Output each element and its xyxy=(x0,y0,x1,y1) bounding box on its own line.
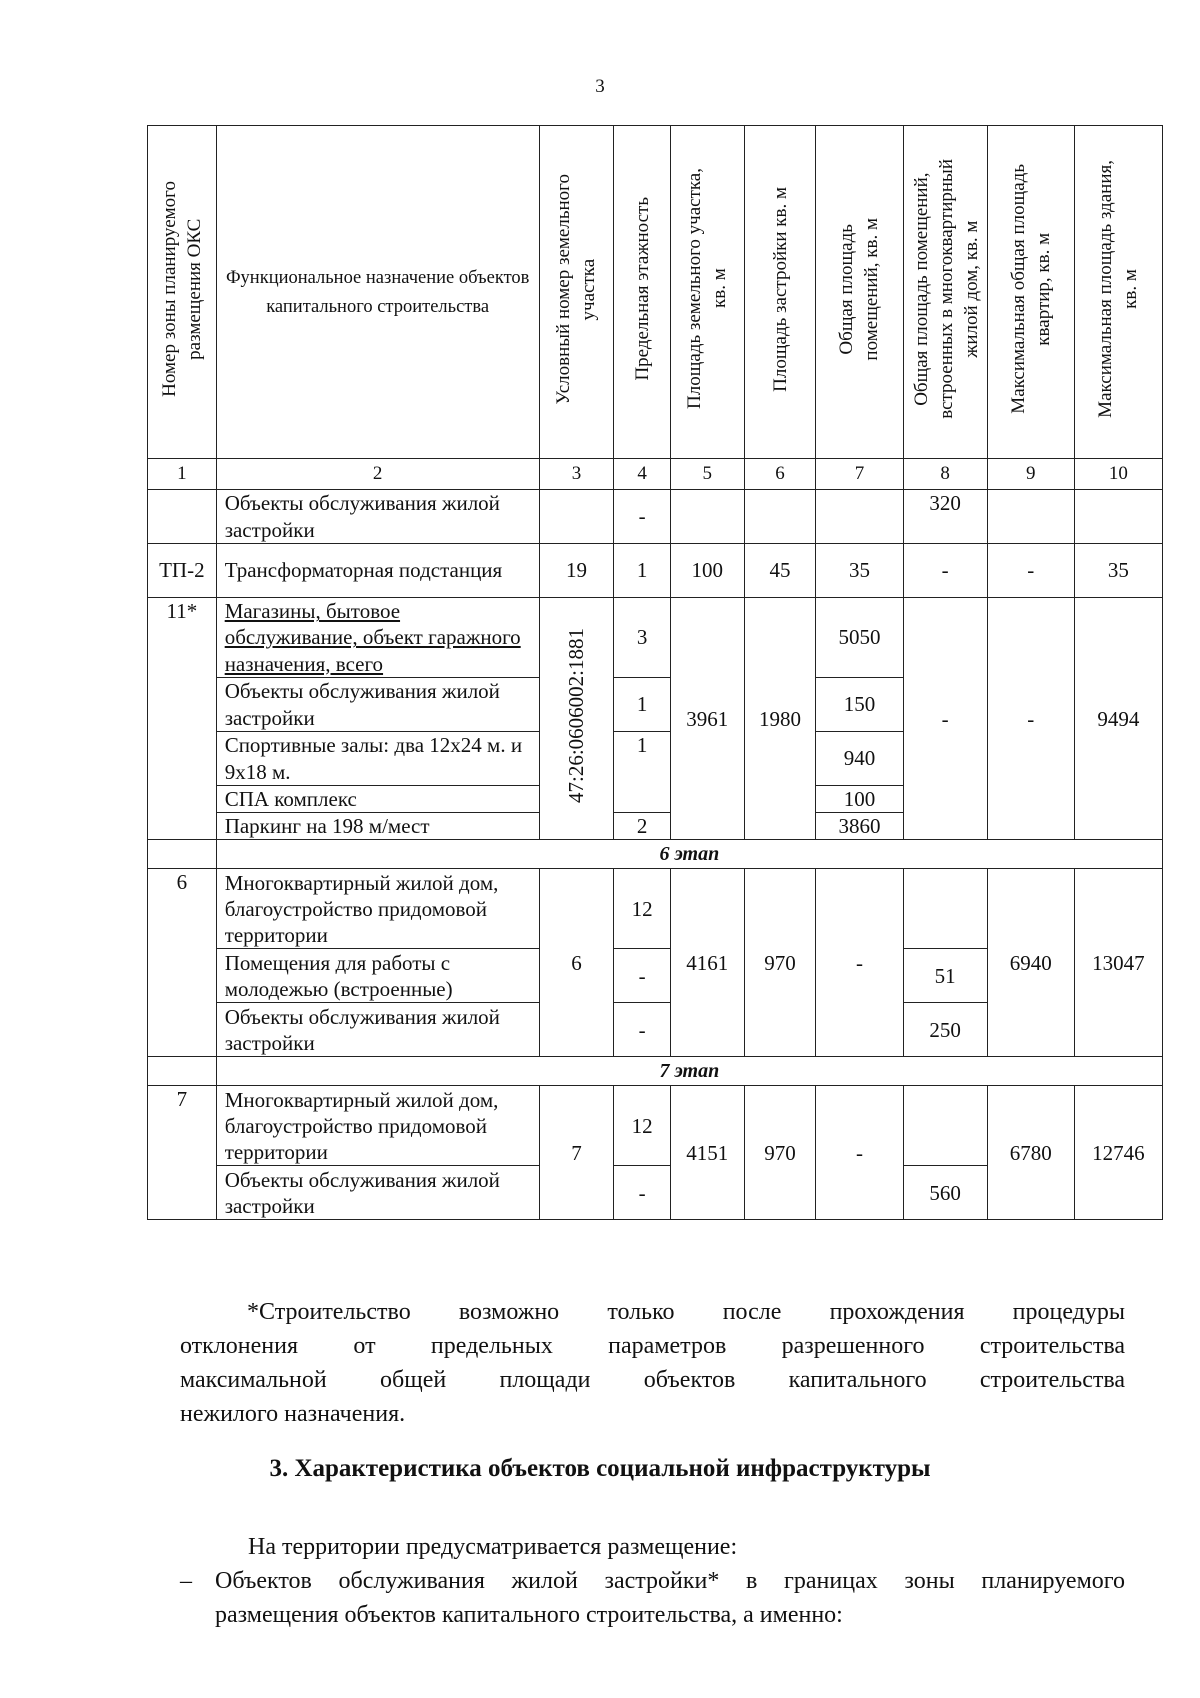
cell-builtin: - xyxy=(903,544,987,598)
cell-building: 9494 xyxy=(1074,598,1162,840)
cell-purpose: Трансформаторная подстанция xyxy=(216,544,539,598)
column-number: 3 xyxy=(539,459,614,490)
cell-land: 100 xyxy=(670,544,744,598)
cell-total: 940 xyxy=(816,732,903,786)
table-row xyxy=(148,869,1163,949)
parameters-table xyxy=(147,125,1163,1220)
cell-land: 3961 xyxy=(670,598,744,840)
header-cell xyxy=(744,126,816,459)
header-cell xyxy=(148,126,217,459)
parcel-cadastral-number: 47:26:0606002:1881 xyxy=(563,628,588,804)
cell-purpose: Объекты обслуживания жилой застройки xyxy=(216,1166,539,1220)
cell-purpose: Многоквартирный жилой дом, благоустройство придомовой территории xyxy=(216,869,539,949)
cell-floors: 2 xyxy=(614,813,670,840)
column-number: 7 xyxy=(816,459,903,490)
bullet-item xyxy=(215,1564,1125,1632)
stage-6-label: 6 этап xyxy=(216,840,1162,869)
header-cell xyxy=(987,126,1074,459)
bullet-line: размещения объектов капитального строительства, а именно: xyxy=(215,1602,843,1628)
footnote-line: нежилого назначения. xyxy=(180,1401,406,1427)
stage-row xyxy=(148,1057,1163,1086)
header-cell xyxy=(1074,126,1162,459)
cell-parcel: 6 xyxy=(539,869,614,1057)
cell-building xyxy=(1074,490,1162,544)
column-number-row xyxy=(148,459,1163,490)
cell-land xyxy=(670,490,744,544)
cell-total: 35 xyxy=(816,544,903,598)
cell-purpose: Объекты обслуживания жилой застройки xyxy=(216,1003,539,1057)
header-cell xyxy=(216,126,539,459)
table-row xyxy=(148,490,1163,544)
cell-zone: 11* xyxy=(148,598,217,840)
cell-total: 5050 xyxy=(816,598,903,678)
cell-built: 1980 xyxy=(744,598,816,840)
cell-total: 100 xyxy=(816,786,903,813)
purpose-underlined: Магазины, бытовое обслуживание, объект гаражного назначения, всего xyxy=(224,599,521,676)
cell-parcel xyxy=(539,598,614,840)
cell-purpose: Объекты обслуживания жилой застройки xyxy=(216,490,539,544)
cell-floors: 12 xyxy=(614,869,670,949)
section-heading: 3. Характеристика объектов социальной инфраструктуры xyxy=(269,1455,931,1482)
cell-floors: 1 xyxy=(614,678,670,732)
cell-built: 970 xyxy=(744,1086,816,1220)
cell-flats: - xyxy=(987,598,1074,840)
footnote-line: отклонения от предельных параметров разрешенного строительства xyxy=(180,1333,1125,1359)
cell-zone xyxy=(148,1057,217,1086)
cell-flats: 6780 xyxy=(987,1086,1074,1220)
cell-floors: 1 xyxy=(614,732,670,813)
cell-purpose xyxy=(216,598,539,678)
cell-flats: - xyxy=(987,544,1074,598)
header-zone-number: Номер зоны планируемого размещения ОКС xyxy=(158,181,205,397)
cell-purpose: Паркинг на 198 м/мест xyxy=(216,813,539,840)
table-row xyxy=(148,1086,1163,1166)
header-floors: Предельная этажность xyxy=(631,197,653,381)
header-cell xyxy=(614,126,670,459)
cell-builtin: 560 xyxy=(903,1166,987,1220)
cell-builtin xyxy=(903,1086,987,1166)
cell-builtin: 250 xyxy=(903,1003,987,1057)
column-number: 10 xyxy=(1074,459,1162,490)
cell-purpose: СПА комплекс xyxy=(216,786,539,813)
bullet-dash: – xyxy=(180,1568,192,1594)
cell-zone: 6 xyxy=(148,869,217,1057)
cell-floors: - xyxy=(614,1003,670,1057)
cell-purpose: Помещения для работы с молодежью (встроенные) xyxy=(216,949,539,1003)
cell-total: 150 xyxy=(816,678,903,732)
header-parcel-number: Условный номер земельного участка xyxy=(553,173,600,405)
header-built-area: Площадь застройки кв. м xyxy=(769,186,791,392)
cell-parcel: 19 xyxy=(539,544,614,598)
cell-built xyxy=(744,490,816,544)
column-number: 4 xyxy=(614,459,670,490)
cell-built: 45 xyxy=(744,544,816,598)
cell-land: 4161 xyxy=(670,869,744,1057)
cell-builtin: 51 xyxy=(903,949,987,1003)
column-number: 8 xyxy=(903,459,987,490)
footnote-line: максимальной общей площади объектов капитального строительства xyxy=(180,1367,1125,1393)
header-flats-area: Максимальная общая площадь квартир, кв. м xyxy=(1007,164,1054,414)
cell-builtin: 320 xyxy=(903,490,987,544)
column-number: 5 xyxy=(670,459,744,490)
column-number: 9 xyxy=(987,459,1074,490)
footnote xyxy=(180,1295,1125,1431)
cell-total xyxy=(816,490,903,544)
cell-zone xyxy=(148,490,217,544)
cell-building: 35 xyxy=(1074,544,1162,598)
cell-parcel: 7 xyxy=(539,1086,614,1220)
table-row xyxy=(148,544,1163,598)
cell-floors: 3 xyxy=(614,598,670,678)
header-building-area: Максимальная площадь здания, кв. м xyxy=(1095,160,1142,418)
column-number: 1 xyxy=(148,459,217,490)
table-row xyxy=(148,598,1163,678)
column-number: 6 xyxy=(744,459,816,490)
cell-building: 13047 xyxy=(1074,869,1162,1057)
stage-row xyxy=(148,840,1163,869)
cell-purpose: Многоквартирный жилой дом, благоустройство придомовой территории xyxy=(216,1086,539,1166)
cell-builtin: - xyxy=(903,598,987,840)
cell-floors: 1 xyxy=(614,544,670,598)
cell-flats xyxy=(987,490,1074,544)
cell-purpose: Объекты обслуживания жилой застройки xyxy=(216,678,539,732)
stage-7-label: 7 этап xyxy=(216,1057,1162,1086)
cell-zone: 7 xyxy=(148,1086,217,1220)
cell-built: 970 xyxy=(744,869,816,1057)
table-header-row xyxy=(148,126,1163,459)
header-cell xyxy=(539,126,614,459)
cell-total: - xyxy=(816,869,903,1057)
header-cell xyxy=(670,126,744,459)
column-number: 2 xyxy=(216,459,539,490)
cell-total: 3860 xyxy=(816,813,903,840)
header-total-area: Общая площадь помещений, кв. м xyxy=(836,217,883,361)
header-purpose: Функциональное назначение объектов капитального строительства xyxy=(225,268,530,317)
cell-zone: ТП-2 xyxy=(148,544,217,598)
cell-flats: 6940 xyxy=(987,869,1074,1057)
cell-total: - xyxy=(816,1086,903,1220)
header-builtin-area: Общая площадь помещений, встроенных в многоквартирный жилой дом, кв. м xyxy=(910,159,982,419)
cell-building: 12746 xyxy=(1074,1086,1162,1220)
header-cell xyxy=(816,126,903,459)
cell-builtin xyxy=(903,869,987,949)
cell-floors: - xyxy=(614,1166,670,1220)
footnote-line: *Строительство возможно только после прохождения процедуры xyxy=(247,1299,1125,1325)
bullet-line: Объектов обслуживания жилой застройки* в границах зоны планируемого xyxy=(215,1568,1125,1594)
cell-zone xyxy=(148,840,217,869)
cell-floors: - xyxy=(614,949,670,1003)
header-land-area: Площадь земельного участка, кв. м xyxy=(684,168,731,410)
cell-purpose: Спортивные залы: два 12х24 м. и 9х18 м. xyxy=(216,732,539,786)
page-number: 3 xyxy=(595,76,605,97)
cell-parcel xyxy=(539,490,614,544)
cell-land: 4151 xyxy=(670,1086,744,1220)
cell-floors: - xyxy=(614,490,670,544)
cell-floors: 12 xyxy=(614,1086,670,1166)
intro-text: На территории предусматривается размещение: xyxy=(248,1534,738,1560)
header-cell xyxy=(903,126,987,459)
